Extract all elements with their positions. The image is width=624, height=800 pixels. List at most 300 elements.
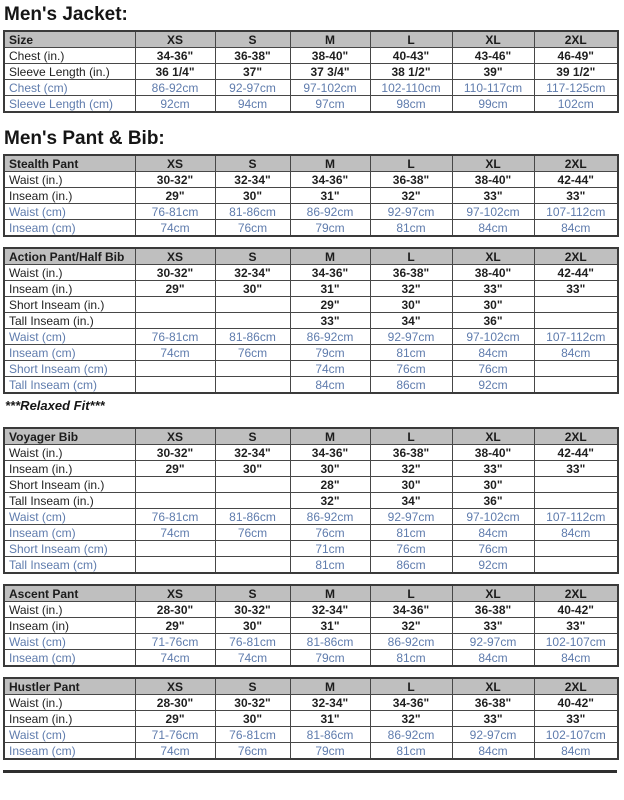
size-value: 33" (290, 313, 370, 329)
size-value: 92-97cm (370, 329, 452, 345)
row-label: Inseam (in.) (4, 188, 135, 204)
size-value: 84cm (534, 345, 618, 361)
size-value (534, 557, 618, 574)
size-value: 86-92cm (290, 204, 370, 220)
size-value: 31" (290, 711, 370, 727)
size-chart-document (3, 4, 624, 773)
size-value: 76cm (215, 345, 290, 361)
table-row (4, 377, 618, 394)
size-value: 81cm (370, 525, 452, 541)
size-table-size (3, 30, 619, 113)
size-value: 34-36" (290, 445, 370, 461)
size-value: 29" (135, 461, 215, 477)
size-value: 102-107cm (534, 634, 618, 650)
size-value (135, 557, 215, 574)
table-row (4, 313, 618, 329)
table-title: Hustler Pant (4, 678, 135, 695)
table-row (4, 345, 618, 361)
table-row (4, 48, 618, 64)
size-value: 40-43" (370, 48, 452, 64)
size-column-header-s: S (215, 428, 290, 445)
size-column-header-s: S (215, 585, 290, 602)
table-row (4, 281, 618, 297)
size-value: 86-92cm (370, 634, 452, 650)
size-value: 33" (452, 711, 534, 727)
table-row (4, 695, 618, 711)
table-row (4, 618, 618, 634)
table-header-row (4, 248, 618, 265)
row-label: Sleeve Length (in.) (4, 64, 135, 80)
size-value: 74cm (290, 361, 370, 377)
size-value: 84cm (534, 220, 618, 237)
table-header-row (4, 428, 618, 445)
size-value: 37 3/4" (290, 64, 370, 80)
size-column-header-2xl: 2XL (534, 31, 618, 48)
size-value (215, 361, 290, 377)
table-row (4, 172, 618, 188)
size-value: 36-38" (215, 48, 290, 64)
size-value: 81-86cm (215, 329, 290, 345)
row-label: Tall Inseam (in.) (4, 493, 135, 509)
size-value: 29" (290, 297, 370, 313)
size-value: 39 1/2" (534, 64, 618, 80)
table-title: Voyager Bib (4, 428, 135, 445)
size-value (215, 297, 290, 313)
size-value: 81cm (370, 743, 452, 760)
table-header-row (4, 155, 618, 172)
size-column-header-xl: XL (452, 585, 534, 602)
size-table-ascent-pant (3, 584, 619, 667)
size-value (215, 313, 290, 329)
size-value (135, 313, 215, 329)
size-value: 86-92cm (370, 727, 452, 743)
size-value: 30" (370, 297, 452, 313)
size-value: 30-32" (215, 695, 290, 711)
size-column-header-s: S (215, 248, 290, 265)
table-header-row (4, 585, 618, 602)
size-value: 32-34" (215, 265, 290, 281)
size-value: 94cm (215, 96, 290, 113)
size-value: 84cm (452, 525, 534, 541)
size-value: 97-102cm (452, 329, 534, 345)
size-value: 76cm (215, 525, 290, 541)
size-column-header-2xl: 2XL (534, 155, 618, 172)
size-value: 32-34" (290, 602, 370, 618)
size-value: 97cm (290, 96, 370, 113)
size-value: 84cm (452, 650, 534, 667)
size-value: 36" (452, 313, 534, 329)
size-value: 92-97cm (215, 80, 290, 96)
size-value: 28-30" (135, 695, 215, 711)
table-row (4, 650, 618, 667)
size-value: 81-86cm (290, 727, 370, 743)
row-label: Inseam (cm) (4, 525, 135, 541)
size-value: 36-38" (370, 172, 452, 188)
size-value (534, 493, 618, 509)
row-label: Inseam (in.) (4, 281, 135, 297)
size-column-header-l: L (370, 248, 452, 265)
size-value: 81cm (370, 650, 452, 667)
size-value: 32-34" (290, 695, 370, 711)
size-value: 81-86cm (290, 634, 370, 650)
size-value: 32" (290, 493, 370, 509)
size-value: 33" (534, 281, 618, 297)
table-row (4, 557, 618, 574)
size-value: 84cm (534, 743, 618, 760)
size-value: 81cm (370, 345, 452, 361)
size-column-header-m: M (290, 678, 370, 695)
size-value: 86-92cm (290, 329, 370, 345)
row-label: Short Inseam (cm) (4, 361, 135, 377)
size-value: 71-76cm (135, 634, 215, 650)
fit-note: ***Relaxed Fit*** (5, 398, 105, 413)
table-row (4, 477, 618, 493)
size-column-header-2xl: 2XL (534, 428, 618, 445)
table-row (4, 602, 618, 618)
size-column-header-xs: XS (135, 155, 215, 172)
row-label: Waist (cm) (4, 509, 135, 525)
size-value: 86cm (370, 557, 452, 574)
size-value: 38 1/2" (370, 64, 452, 80)
size-table-action-pant-half-bib (3, 247, 619, 394)
row-label: Inseam (cm) (4, 650, 135, 667)
size-value: 84cm (452, 220, 534, 237)
table-row (4, 493, 618, 509)
size-value: 40-42" (534, 602, 618, 618)
size-value: 74cm (135, 743, 215, 760)
size-value: 32" (370, 188, 452, 204)
row-label: Inseam (in) (4, 618, 135, 634)
size-value: 38-40" (452, 265, 534, 281)
size-column-header-l: L (370, 155, 452, 172)
size-value (534, 297, 618, 313)
row-label: Waist (in.) (4, 695, 135, 711)
size-column-header-xs: XS (135, 678, 215, 695)
size-column-header-m: M (290, 585, 370, 602)
size-value: 36" (452, 493, 534, 509)
size-value: 107-112cm (534, 329, 618, 345)
size-value: 76cm (370, 361, 452, 377)
table-row (4, 743, 618, 760)
size-column-header-l: L (370, 31, 452, 48)
size-value: 30-32" (215, 602, 290, 618)
size-value: 86-92cm (135, 80, 215, 96)
row-label: Waist (in.) (4, 265, 135, 281)
size-value: 38-40" (452, 172, 534, 188)
size-value: 33" (452, 618, 534, 634)
size-value: 34-36" (370, 695, 452, 711)
size-value (135, 493, 215, 509)
size-value: 32" (370, 281, 452, 297)
size-value: 31" (290, 618, 370, 634)
size-value: 36-38" (452, 695, 534, 711)
size-value (135, 541, 215, 557)
table-header-row (4, 678, 618, 695)
size-value: 36-38" (370, 445, 452, 461)
size-value: 30" (370, 477, 452, 493)
size-value: 84cm (290, 377, 370, 394)
size-value (534, 477, 618, 493)
size-value: 74cm (135, 220, 215, 237)
table-row (4, 80, 618, 96)
size-value: 102-107cm (534, 727, 618, 743)
table-row (4, 541, 618, 557)
size-value (534, 313, 618, 329)
row-label: Waist (cm) (4, 204, 135, 220)
row-label: Inseam (in.) (4, 711, 135, 727)
size-value: 98cm (370, 96, 452, 113)
size-column-header-s: S (215, 155, 290, 172)
size-value: 30-32" (135, 265, 215, 281)
size-value: 40-42" (534, 695, 618, 711)
row-label: Short Inseam (in.) (4, 477, 135, 493)
row-label: Waist (in.) (4, 445, 135, 461)
size-table-hustler-pant (3, 677, 619, 760)
size-value: 34" (370, 493, 452, 509)
size-value: 30" (215, 618, 290, 634)
size-value: 33" (534, 188, 618, 204)
table-row (4, 188, 618, 204)
size-value (534, 377, 618, 394)
size-value: 81-86cm (215, 204, 290, 220)
size-value: 76-81cm (135, 509, 215, 525)
table-row (4, 461, 618, 477)
size-value: 92-97cm (452, 634, 534, 650)
size-value: 33" (452, 188, 534, 204)
size-value: 33" (534, 711, 618, 727)
size-value: 38-40" (452, 445, 534, 461)
size-value: 30" (215, 281, 290, 297)
size-column-header-xs: XS (135, 585, 215, 602)
size-column-header-2xl: 2XL (534, 678, 618, 695)
size-value: 29" (135, 618, 215, 634)
size-value: 76-81cm (215, 727, 290, 743)
size-value: 31" (290, 188, 370, 204)
size-value: 43-46" (452, 48, 534, 64)
size-value: 30" (452, 477, 534, 493)
size-value: 32" (370, 618, 452, 634)
size-value: 34-36" (290, 265, 370, 281)
row-label: Chest (cm) (4, 80, 135, 96)
size-value: 97-102cm (290, 80, 370, 96)
size-column-header-m: M (290, 428, 370, 445)
row-label: Waist (in.) (4, 172, 135, 188)
size-column-header-2xl: 2XL (534, 585, 618, 602)
size-column-header-l: L (370, 585, 452, 602)
row-label: Waist (cm) (4, 634, 135, 650)
size-value (135, 377, 215, 394)
size-value (215, 493, 290, 509)
size-value: 97-102cm (452, 204, 534, 220)
row-label: Tall Inseam (cm) (4, 557, 135, 574)
size-value: 92cm (135, 96, 215, 113)
size-value: 86cm (370, 377, 452, 394)
size-value: 92cm (452, 557, 534, 574)
size-value: 97-102cm (452, 509, 534, 525)
size-value: 107-112cm (534, 204, 618, 220)
table-row (4, 64, 618, 80)
row-label: Inseam (in.) (4, 461, 135, 477)
size-column-header-xl: XL (452, 248, 534, 265)
size-value: 99cm (452, 96, 534, 113)
table-row (4, 96, 618, 113)
size-column-header-m: M (290, 31, 370, 48)
size-value: 31" (290, 281, 370, 297)
row-label: Inseam (cm) (4, 220, 135, 237)
size-value: 33" (534, 618, 618, 634)
table-title: Size (4, 31, 135, 48)
size-value: 79cm (290, 345, 370, 361)
size-value: 29" (135, 281, 215, 297)
size-value: 84cm (452, 743, 534, 760)
size-column-header-m: M (290, 248, 370, 265)
size-value: 32-34" (215, 445, 290, 461)
size-value (215, 377, 290, 394)
table-row (4, 265, 618, 281)
size-column-header-xs: XS (135, 31, 215, 48)
size-value: 33" (452, 281, 534, 297)
table-row (4, 634, 618, 650)
size-column-header-s: S (215, 31, 290, 48)
size-value (215, 541, 290, 557)
table-title: Stealth Pant (4, 155, 135, 172)
table-row (4, 727, 618, 743)
size-value: 76-81cm (215, 634, 290, 650)
size-value (215, 477, 290, 493)
size-value: 92-97cm (370, 204, 452, 220)
size-value: 81cm (290, 557, 370, 574)
size-value: 92-97cm (370, 509, 452, 525)
row-label: Inseam (cm) (4, 743, 135, 760)
size-value: 29" (135, 711, 215, 727)
size-value: 76-81cm (135, 329, 215, 345)
section-heading-men-s-pant-bib: Men's Pant & Bib: (4, 128, 165, 149)
size-value: 84cm (452, 345, 534, 361)
size-value (215, 557, 290, 574)
size-column-header-xl: XL (452, 678, 534, 695)
size-value: 86-92cm (290, 509, 370, 525)
size-value: 76cm (290, 525, 370, 541)
size-value: 117-125cm (534, 80, 618, 96)
size-value: 102cm (534, 96, 618, 113)
size-column-header-2xl: 2XL (534, 248, 618, 265)
size-value (135, 297, 215, 313)
table-row (4, 329, 618, 345)
size-value: 32" (370, 461, 452, 477)
table-title: Action Pant/Half Bib (4, 248, 135, 265)
size-value: 34" (370, 313, 452, 329)
size-value (135, 477, 215, 493)
table-row (4, 525, 618, 541)
size-value: 42-44" (534, 445, 618, 461)
table-row (4, 509, 618, 525)
size-value (534, 541, 618, 557)
size-value: 33" (452, 461, 534, 477)
row-label: Waist (cm) (4, 727, 135, 743)
size-value: 32" (370, 711, 452, 727)
table-row (4, 204, 618, 220)
row-label: Waist (cm) (4, 329, 135, 345)
table-header-row (4, 31, 618, 48)
size-value: 81-86cm (215, 509, 290, 525)
size-value: 81cm (370, 220, 452, 237)
row-label: Sleeve Length (cm) (4, 96, 135, 113)
size-table-stealth-pant (3, 154, 619, 237)
size-column-header-l: L (370, 678, 452, 695)
size-value: 30-32" (135, 172, 215, 188)
size-value: 29" (135, 188, 215, 204)
size-value: 36-38" (452, 602, 534, 618)
size-column-header-xl: XL (452, 428, 534, 445)
size-value: 74cm (135, 345, 215, 361)
size-value: 37" (215, 64, 290, 80)
size-value: 30" (215, 461, 290, 477)
row-label: Inseam (cm) (4, 345, 135, 361)
row-label: Tall Inseam (cm) (4, 377, 135, 394)
size-value: 36-38" (370, 265, 452, 281)
size-value: 36 1/4" (135, 64, 215, 80)
table-row (4, 220, 618, 237)
size-value: 38-40" (290, 48, 370, 64)
section-heading-men-s-jacket: Men's Jacket: (4, 4, 128, 25)
size-value: 28-30" (135, 602, 215, 618)
size-column-header-l: L (370, 428, 452, 445)
size-value: 84cm (534, 525, 618, 541)
size-value: 76cm (215, 743, 290, 760)
size-value: 30-32" (135, 445, 215, 461)
size-column-header-xl: XL (452, 155, 534, 172)
size-value: 34-36" (370, 602, 452, 618)
size-value: 76cm (370, 541, 452, 557)
size-value: 42-44" (534, 172, 618, 188)
size-value: 71cm (290, 541, 370, 557)
size-value: 30" (215, 188, 290, 204)
size-value: 92-97cm (452, 727, 534, 743)
size-value: 42-44" (534, 265, 618, 281)
size-column-header-xs: XS (135, 248, 215, 265)
size-value: 71-76cm (135, 727, 215, 743)
size-value: 30" (290, 461, 370, 477)
size-value (135, 361, 215, 377)
table-row (4, 361, 618, 377)
size-value: 30" (215, 711, 290, 727)
size-value: 76cm (215, 220, 290, 237)
size-value: 34-36" (290, 172, 370, 188)
size-value: 33" (534, 461, 618, 477)
size-value: 76cm (452, 361, 534, 377)
size-value: 74cm (215, 650, 290, 667)
size-value: 79cm (290, 650, 370, 667)
row-label: Tall Inseam (in.) (4, 313, 135, 329)
size-table-voyager-bib (3, 427, 619, 574)
size-value: 76cm (452, 541, 534, 557)
size-value (534, 361, 618, 377)
next-table-top-border (3, 770, 617, 773)
size-column-header-s: S (215, 678, 290, 695)
size-column-header-xl: XL (452, 31, 534, 48)
size-value: 110-117cm (452, 80, 534, 96)
size-value: 46-49" (534, 48, 618, 64)
row-label: Waist (in.) (4, 602, 135, 618)
row-label: Chest (in.) (4, 48, 135, 64)
size-value: 28" (290, 477, 370, 493)
table-row (4, 711, 618, 727)
size-value: 107-112cm (534, 509, 618, 525)
size-value: 32-34" (215, 172, 290, 188)
size-value: 74cm (135, 650, 215, 667)
size-value: 92cm (452, 377, 534, 394)
size-column-header-m: M (290, 155, 370, 172)
